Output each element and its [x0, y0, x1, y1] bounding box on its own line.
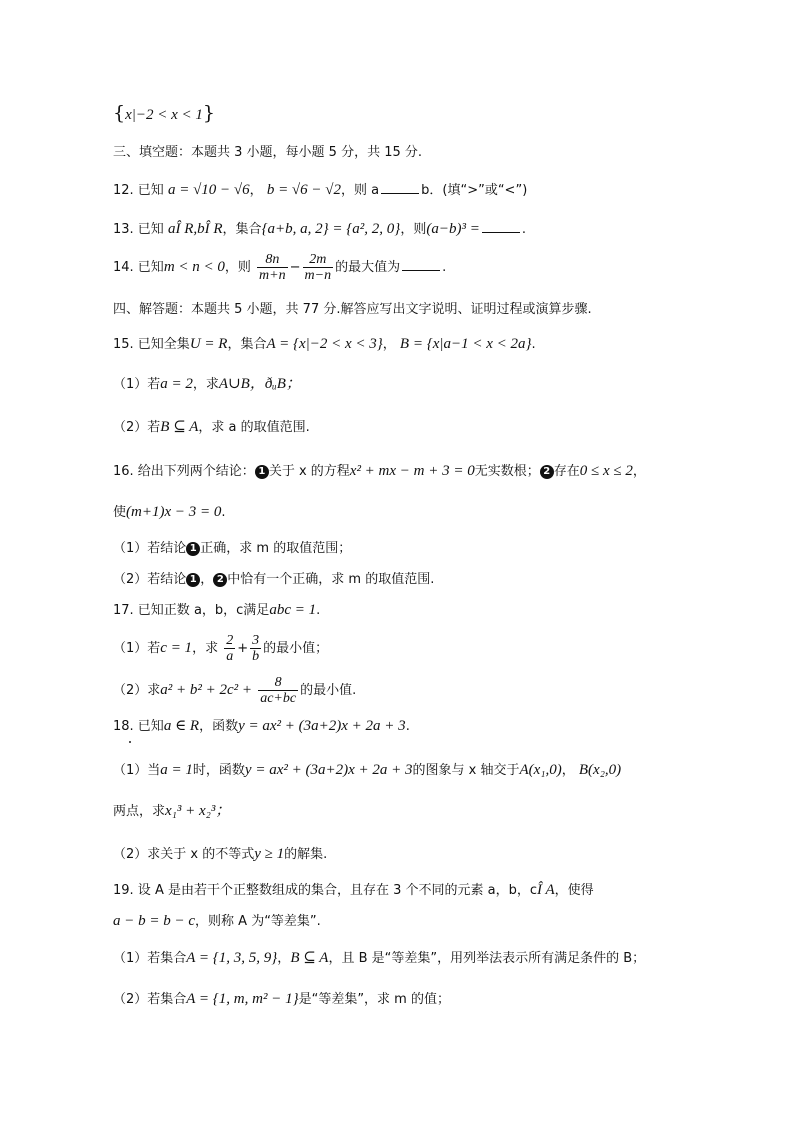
fraction-2m: $\frac{2m}{m-n}$	[304, 252, 332, 283]
question-13: 13. 已知 aÎ R,bÎ R，集合{a+b, a, 2} = {a², 2, 0}，则(a−b)³ = .	[113, 221, 526, 237]
circled-1-icon: 1	[255, 465, 269, 479]
question-18-part-2: （2）求关于 x 的不等式y ≥ 1的解集.	[113, 846, 328, 862]
section-4-title: 四、解答题：本题共 5 小题，共 77 分.解答应写出文字说明、证明过程或演算步骤.	[113, 302, 592, 317]
question-14: 14. 已知m < n < 0，则 $\frac{8n}{m+n}$ − $\frac{2m}{m-n}$ 的最大值为 .	[113, 252, 447, 283]
question-16-part-2: （2）若结论 1 ， 2 中恰有一个正确，求 m 的取值范围.	[113, 572, 435, 587]
circled-2-icon: 2	[213, 573, 227, 587]
fraction-8n: $\frac{8n}{m+n}$	[259, 252, 286, 283]
question-17-part-1: （1）若c = 1，求 $\frac{2}{a}$ + $\frac{3}{b}$ 的最小值；	[113, 633, 329, 664]
question-16-part-1: （1）若结论 1 正确，求 m 的取值范围；	[113, 541, 352, 556]
question-19-part-2: （2）若集合A = {1, m, m² − 1}是“等差集”，求 m 的值；	[113, 991, 450, 1007]
set-fragment: {x|−2 < x < 1}	[113, 102, 215, 124]
fraction-2-over-a: $\frac{2}{a}$	[226, 633, 234, 664]
question-19-line-2: a − b = b − c，则称 A 为“等差集”.	[113, 913, 321, 929]
question-19-part-1: （1）若集合A = {1, 3, 5, 9}，B ⊆ A，且 B 是“等差集”，用列举法表示所有满足条件的 B；	[113, 950, 646, 966]
question-17: 17. 已知正数 a，b，c满足abc = 1.	[113, 602, 321, 618]
question-15: 15. 已知全集U = R，集合A = {x|−2 < x < 3}， B = {x|a−1 < x < 2a}.	[113, 336, 536, 352]
answer-blank	[381, 181, 419, 194]
question-19: 19. 设 A 是由若干个正整数组成的集合，且存在 3 个不同的元素 a，b，cÎ A，使得	[113, 882, 594, 898]
question-16: 16. 给出下列两个结论： 1 关于 x 的方程x² + mx − m + 3 = 0无实数根； 2 存在0 ≤ x ≤ 2，	[113, 463, 646, 479]
question-18-line-2: 两点，求x₁³ + x₂³；	[113, 803, 231, 819]
question-18: 18. 已知a ∈ R，函数y = ax² + (3a+2)x + 2a + 3.	[113, 718, 410, 734]
question-15-part-1: （1）若a = 2，求A∪B，ðᵤB；	[113, 376, 301, 392]
question-16-line-2: 使(m+1)x − 3 = 0.	[113, 504, 226, 520]
circled-2-icon: 2	[540, 465, 554, 479]
fraction-3-over-b: $\frac{3}{b}$	[252, 633, 260, 664]
answer-blank	[402, 258, 440, 271]
answer-blank	[482, 220, 520, 233]
circled-1-icon: 1	[186, 573, 200, 587]
question-12: 12. 已知 a = √10 − √6， b = √6 − √2，则 a b．(填“>”或“<”)	[113, 182, 528, 198]
circled-1-icon: 1	[186, 542, 200, 556]
stray-dot	[129, 741, 131, 743]
question-17-part-2: （2）求a² + b² + 2c² + $\frac{8}{ac+bc}$ 的最小值.	[113, 675, 357, 706]
question-15-part-2: （2）若B ⊆ A，求 a 的取值范围.	[113, 419, 310, 435]
fraction-8-over-ac-bc: $\frac{8}{ac+bc}$	[260, 675, 297, 706]
question-18-part-1: （1）当a = 1时，函数y = ax² + (3a+2)x + 2a + 3的图象与 x 轴交于A(x₁,0)， B(x₂,0)	[113, 762, 622, 778]
section-3-title: 三、填空题：本题共 3 小题，每小题 5 分，共 15 分.	[113, 145, 423, 160]
